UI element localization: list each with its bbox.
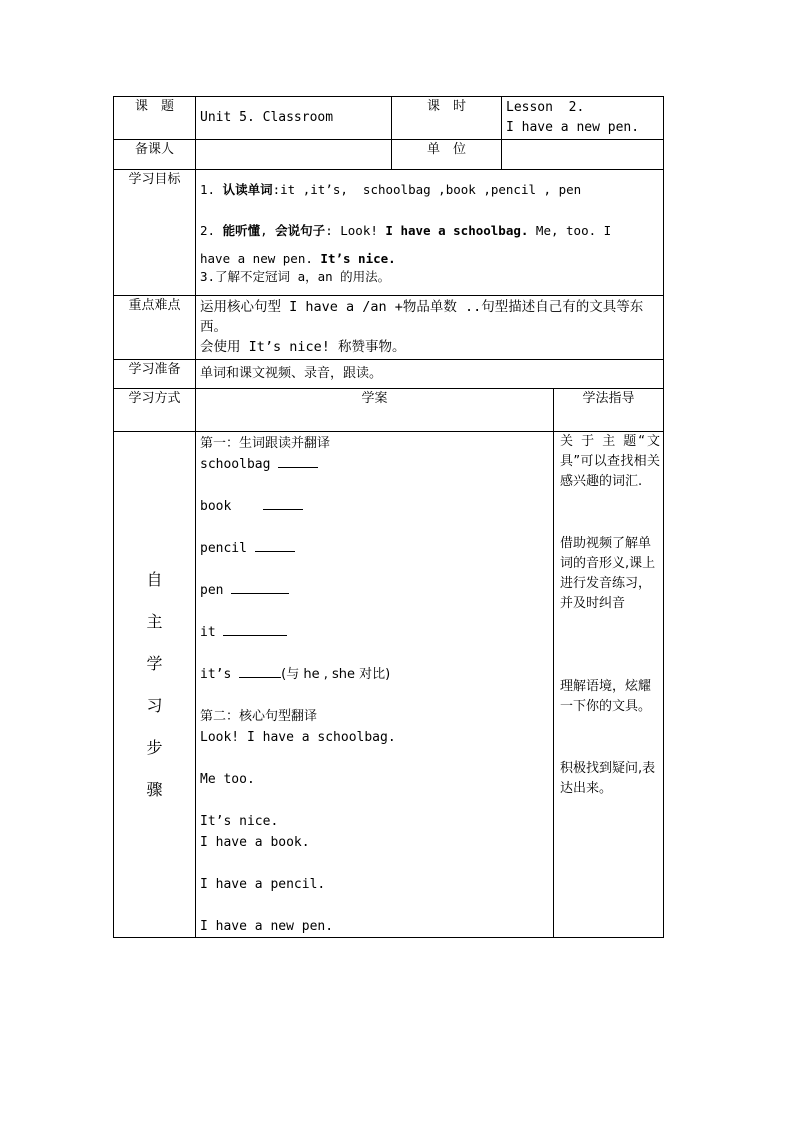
plan-header: 学案: [196, 389, 554, 432]
self-study-row: [114, 432, 664, 938]
preparer-label: 备课人: [114, 140, 196, 170]
guidance-content: [554, 432, 664, 938]
sentence-1: Look! I have a schoolbag.: [200, 730, 396, 745]
lesson-line2: I have a new pen.: [506, 120, 640, 135]
sentence-5: I have a pencil.: [200, 877, 326, 892]
word-row-pen: [200, 580, 549, 601]
word-row-its: [200, 664, 549, 685]
sentence-2: Me too.: [200, 772, 255, 787]
answer-blank[interactable]: [278, 454, 318, 468]
preparer-value: [196, 140, 392, 170]
answer-blank[interactable]: [231, 580, 289, 594]
answer-blank[interactable]: [223, 622, 287, 636]
lesson-line1: Lesson 2.: [506, 100, 585, 115]
preparation-label: 学习准备: [114, 360, 196, 389]
objective-2-heading-a: 能听懂: [222, 223, 261, 238]
objectives-content: [196, 170, 664, 296]
its-note: (与 he , she 对比): [281, 667, 391, 682]
label-char-2: 主: [146, 611, 163, 631]
word-row-it: [200, 622, 549, 643]
unit-label: 单 位: [392, 140, 502, 170]
topic-value: Unit 5. Classroom: [196, 97, 392, 140]
lesson-cell: [502, 97, 664, 140]
word-schoolbag: schoolbag: [200, 457, 271, 472]
objective-1-number: 1.: [200, 182, 216, 197]
word-its: it’s: [200, 667, 232, 682]
objective-1: [200, 180, 659, 200]
word-row-pencil: [200, 538, 549, 559]
objective-2: [200, 221, 659, 241]
column-header-row: [114, 389, 664, 432]
unit-value: [502, 140, 664, 170]
objective-1-words: :it ,it’s, schoolbag ,book ,pencil , pen: [272, 182, 582, 197]
objective-2-number: 2.: [200, 223, 216, 238]
study-plan-content: [196, 432, 554, 938]
preparation-row: [114, 360, 664, 389]
objective-2-line2: [200, 249, 659, 269]
objective-3: 3.了解不定冠词 a，an 的用法。: [200, 269, 391, 284]
objective-2-heading-b: 会说句子: [275, 223, 326, 238]
guidance-3: 理解语境，炫耀一下你的文具。: [560, 679, 652, 714]
word-book: book: [200, 499, 232, 514]
answer-blank[interactable]: [239, 664, 281, 678]
objective-2-sentence: I have a schoolbag.: [385, 223, 529, 238]
word-it: it: [200, 625, 216, 640]
objective-2-me-too: Me, too. I: [528, 223, 612, 238]
lesson-plan-table: [113, 96, 664, 938]
objective-1-heading: 认读单词: [222, 182, 273, 197]
answer-blank[interactable]: [255, 538, 295, 552]
answer-blank[interactable]: [263, 496, 303, 510]
period-label: 课 时: [392, 97, 502, 140]
word-row-book: [200, 496, 549, 517]
method-header: 学习方式: [114, 389, 196, 432]
objective-2-comma: ,: [260, 223, 268, 238]
preparation-content: 单词和课文视频、录音，跟读。: [196, 360, 664, 389]
label-char-6: 骤: [146, 779, 163, 799]
label-char-3: 学: [146, 653, 163, 673]
objective-2-its-nice: It’s nice.: [320, 251, 396, 266]
sentence-3: It’s nice.: [200, 814, 279, 829]
sentence-6: I have a new pen.: [200, 919, 334, 934]
label-char-1: 自: [146, 569, 163, 589]
header-row: [114, 97, 664, 140]
topic-label: 课 题: [114, 97, 196, 140]
label-char-5: 步: [146, 737, 163, 757]
word-row-schoolbag: [200, 454, 549, 475]
self-study-label: [114, 432, 196, 938]
sentence-4: I have a book.: [200, 835, 310, 850]
objective-2-look: : Look!: [325, 223, 386, 238]
objectives-row: [114, 170, 664, 296]
guide-header: 学法指导: [554, 389, 664, 432]
section1-title: 第一：生词跟读并翻译: [200, 436, 331, 451]
keypoint-2: 会使用 It’s nice! 称赞事物。: [200, 339, 406, 355]
label-char-4: 习: [146, 695, 163, 715]
keypoints-label: 重点难点: [114, 296, 196, 360]
objectives-label: 学习目标: [114, 170, 196, 296]
objective-2-new-pen: have a new pen.: [200, 251, 321, 266]
word-pen: pen: [200, 583, 224, 598]
keypoints-content: [196, 296, 664, 360]
guidance-4: 积极找到疑问,表达出来。: [560, 761, 656, 796]
guidance-2: 借助视频了解单词的音形义,课上进行发音练习，并及时纠音: [560, 536, 656, 611]
keypoints-row: [114, 296, 664, 360]
word-pencil: pencil: [200, 541, 247, 556]
guidance-1: 关 于 主 题“文具”可以查找相关感兴趣的词汇.: [560, 434, 660, 489]
preparer-row: [114, 140, 664, 170]
section2-title: 第二：核心句型翻译: [200, 709, 318, 724]
keypoint-1: 运用核心句型 I have a /an +物品单数 ..句型描述自己有的文具等东西。: [200, 299, 644, 335]
